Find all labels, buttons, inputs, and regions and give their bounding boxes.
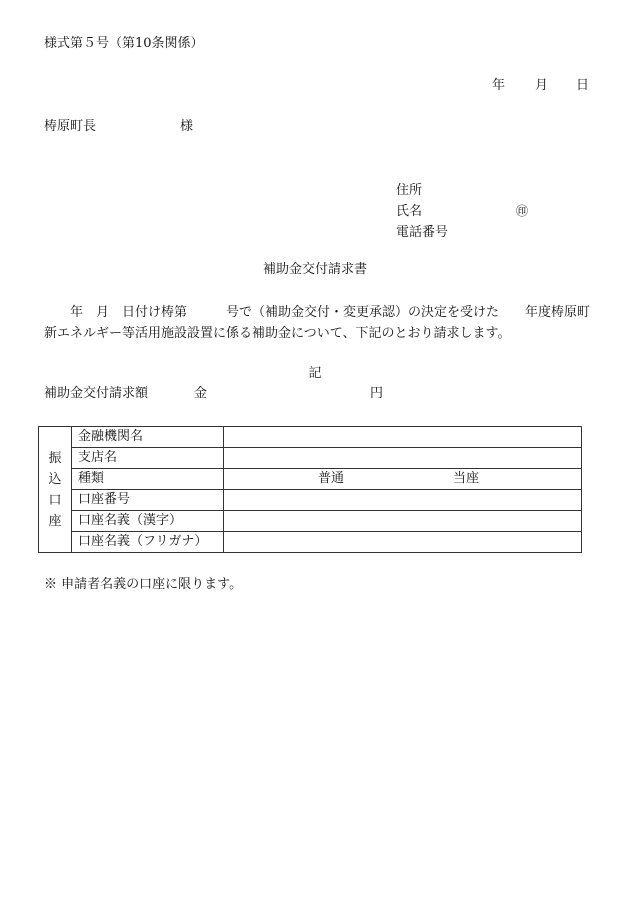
- applicant-block: [396, 180, 528, 243]
- ki-heading: 記: [308, 366, 322, 381]
- table-row: [39, 532, 582, 553]
- branch-name-label: 支店名: [72, 448, 224, 469]
- table-row: [39, 448, 582, 469]
- date-year-label: 年: [492, 78, 506, 93]
- account-holder-furigana-field[interactable]: [224, 532, 582, 553]
- account-type-options: [224, 469, 582, 490]
- account-type-current[interactable]: 当座: [453, 471, 480, 486]
- account-holder-furigana-label: 口座名義（フリガナ）: [72, 532, 224, 553]
- phone-label: 電話番号: [396, 225, 449, 240]
- addressee-name: 梼原町長: [44, 119, 97, 134]
- date-day-label: 日: [576, 78, 590, 93]
- note-text: ※ 申請者名義の口座に限ります。: [44, 577, 243, 592]
- account-number-field[interactable]: [224, 490, 582, 511]
- side-char: 振: [48, 450, 62, 466]
- bank-name-field[interactable]: [224, 427, 582, 448]
- date-line: [492, 78, 589, 94]
- table-row: [39, 511, 582, 532]
- amount-kin: 金: [194, 386, 208, 401]
- table-row: [39, 469, 582, 490]
- bank-name-label: 金融機関名: [72, 427, 224, 448]
- addressee-honorific: 様: [180, 119, 194, 134]
- table-row: [39, 490, 582, 511]
- transfer-account-side-label: [39, 427, 72, 553]
- name-row: [396, 201, 528, 222]
- branch-name-field[interactable]: [224, 448, 582, 469]
- document-title: 補助金交付請求書: [262, 262, 367, 277]
- account-number-label: 口座番号: [72, 490, 224, 511]
- table-row: [39, 427, 582, 448]
- account-holder-kanji-label: 口座名義（漢字）: [72, 511, 224, 532]
- side-char: 座: [48, 513, 62, 529]
- account-holder-kanji-field[interactable]: [224, 511, 582, 532]
- account-type-label: 種類: [72, 469, 224, 490]
- seal-mark: ㊞: [516, 204, 529, 218]
- bank-account-table: [38, 426, 582, 553]
- amount-label: 補助金交付請求額: [44, 386, 149, 401]
- form-number: 様式第５号（第10条関係）: [44, 36, 204, 51]
- account-type-ordinary[interactable]: 普通: [318, 471, 345, 486]
- body-paragraph: 年 月 日付け梼第 号で（補助金交付・変更承認）の決定を受けた 年度梼原町新エネルギー等活用施設設置に係る補助金について、下記のとおり請求します。: [44, 305, 591, 341]
- amount-row: [44, 386, 383, 402]
- address-label: 住所: [396, 183, 423, 198]
- amount-yen: 円: [370, 386, 384, 401]
- date-month-label: 月: [535, 78, 549, 93]
- side-char: 口: [48, 492, 62, 508]
- name-label: 氏名: [396, 204, 423, 219]
- side-char: 込: [48, 471, 62, 487]
